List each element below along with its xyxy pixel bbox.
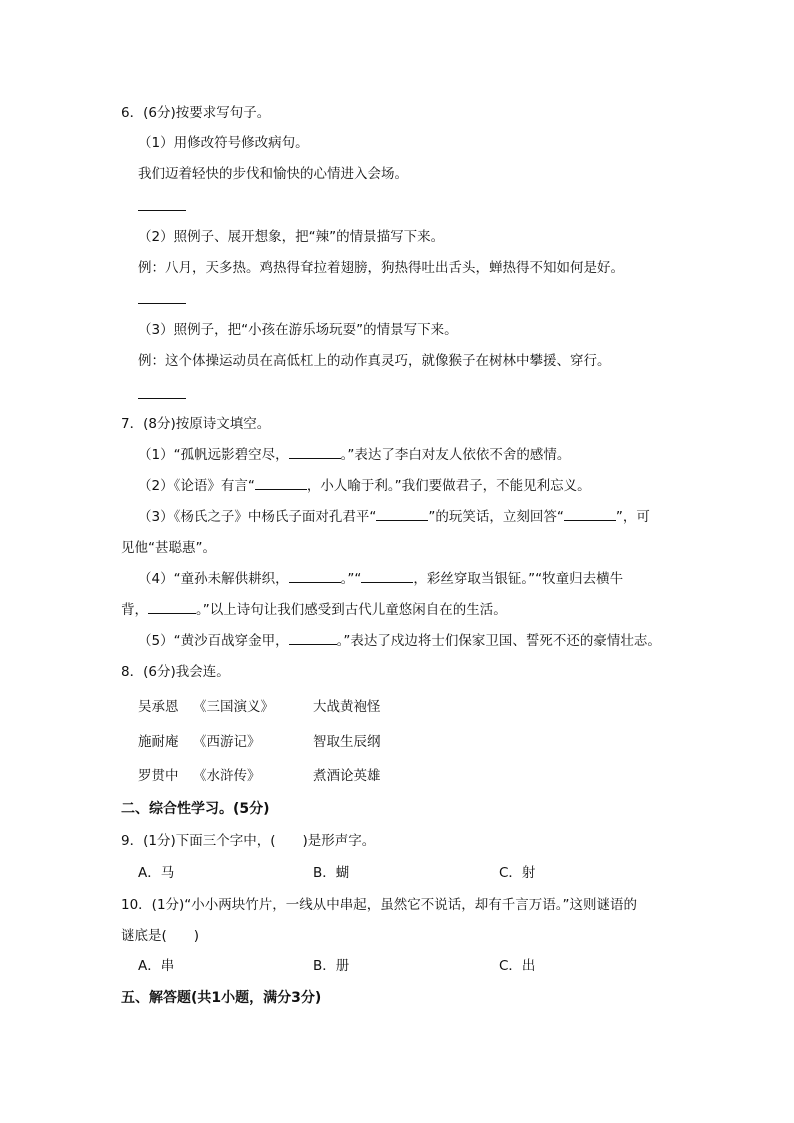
q7-item5-after: 。”表达了戍边将士们保家卫国、誓死不还的豪情壮志。 <box>336 633 661 649</box>
q10-title-cont: 谜底是( ) <box>121 928 200 944</box>
q7-item4-part-a: （4）“童孙未解供耕织， <box>138 571 289 587</box>
q7-item3-part-b: ”的玩笑话，立刻回答“ <box>428 509 564 525</box>
q7-item4-part-c: ，彩丝穿取当银钲。”“牧童归去横牛 <box>413 571 624 587</box>
q6-part1-text: 我们迈着轻快的步伐和愉快的心情进入会场。 <box>138 166 408 182</box>
q6-title: 6．(6分)按要求写句子。 <box>121 105 271 121</box>
q6-part1-answer-line[interactable] <box>138 210 186 211</box>
q7-item4-part-d: 背， <box>121 602 148 618</box>
q7-item4-blank-2[interactable] <box>361 570 413 583</box>
q7-item1-after: 。”表达了李白对友人依依不舍的感情。 <box>340 447 571 463</box>
q7-item4-blank-1[interactable] <box>289 570 341 583</box>
q9-option-c[interactable]: C．射 <box>499 865 536 881</box>
q9-option-b[interactable]: B．蝴 <box>313 865 350 881</box>
q7-item2-after: ，小人喻于利。”我们要做君子，不能见利忘义。 <box>306 478 591 494</box>
q9-title: 9．(1分)下面三个字中，( )是形声字。 <box>121 833 376 849</box>
q6-part2-text: 例：八月，天多热。鸡热得耷拉着翅膀，狗热得吐出舌头，蝉热得不知如何是好。 <box>138 260 624 276</box>
q7-item3-blank-1[interactable] <box>376 508 428 521</box>
q7-item2-before: （2）《论语》有言“ <box>138 478 255 494</box>
q10-option-a[interactable]: A．串 <box>138 958 175 974</box>
q8-book-3[interactable]: 《水浒传》 <box>193 768 261 784</box>
q7-item4-part-b: 。”“ <box>340 571 362 587</box>
q10-option-c[interactable]: C．出 <box>499 958 536 974</box>
q8-story-2[interactable]: 智取生辰纲 <box>313 734 381 750</box>
q8-story-3[interactable]: 煮酒论英雄 <box>313 768 381 784</box>
q8-book-2[interactable]: 《西游记》 <box>193 734 261 750</box>
section-5-heading: 五、解答题(共1小题，满分3分) <box>121 990 322 1006</box>
q7-item4-cont <box>121 601 507 619</box>
q8-story-1[interactable]: 大战黄袍怪 <box>313 699 381 715</box>
q7-item4 <box>138 570 623 588</box>
q8-author-3[interactable]: 罗贯中 <box>138 768 179 784</box>
q7-item3-blank-2[interactable] <box>564 508 616 521</box>
section-2-heading: 二、综合性学习。(5分) <box>121 801 270 817</box>
q6-part2-label: （2）照例子、展开想象，把“辣”的情景描写下来。 <box>138 229 445 245</box>
q7-item5-blank[interactable] <box>289 632 337 645</box>
q7-item4-blank-3[interactable] <box>148 601 196 614</box>
q7-item3-cont: 见他“甚聪惠”。 <box>121 540 216 556</box>
q7-item5 <box>138 632 661 650</box>
q8-author-1[interactable]: 吴承恩 <box>138 699 179 715</box>
q7-item1-blank[interactable] <box>289 446 341 459</box>
q7-item2 <box>138 477 591 495</box>
q7-item2-blank[interactable] <box>255 477 307 490</box>
q7-title: 7．(8分)按原诗文填空。 <box>121 416 271 432</box>
q10-title: 10．(1分)“小小两块竹片，一线从中串起，虽然它不说话，却有千言万语。”这则谜语的 <box>121 897 638 913</box>
q7-item5-before: （5）“黄沙百战穿金甲， <box>138 633 289 649</box>
q6-part1-label: （1）用修改符号修改病句。 <box>138 135 309 151</box>
q6-part3-label: （3）照例子，把“小孩在游乐场玩耍”的情景写下来。 <box>138 322 458 338</box>
q6-part3-answer-line[interactable] <box>138 398 186 399</box>
q6-part3-text: 例：这个体操运动员在高低杠上的动作真灵巧，就像猴子在树林中攀援、穿行。 <box>138 353 611 369</box>
q8-book-1[interactable]: 《三国演义》 <box>193 699 274 715</box>
q7-item3-part-a: （3）《杨氏之子》中杨氏子面对孔君平“ <box>138 509 377 525</box>
q10-option-b[interactable]: B．册 <box>313 958 350 974</box>
q7-item4-part-e: 。”以上诗句让我们感受到古代儿童悠闲自在的生活。 <box>196 602 507 618</box>
q6-part2-answer-line[interactable] <box>138 303 186 304</box>
q7-item1 <box>138 446 570 464</box>
q7-item3-part-c: ”，可 <box>615 509 650 525</box>
q8-author-2[interactable]: 施耐庵 <box>138 734 179 750</box>
q8-title: 8．(6分)我会连。 <box>121 664 230 680</box>
q7-item1-before: （1）“孤帆远影碧空尽， <box>138 447 289 463</box>
q7-item3 <box>138 508 650 526</box>
q9-option-a[interactable]: A．马 <box>138 865 175 881</box>
